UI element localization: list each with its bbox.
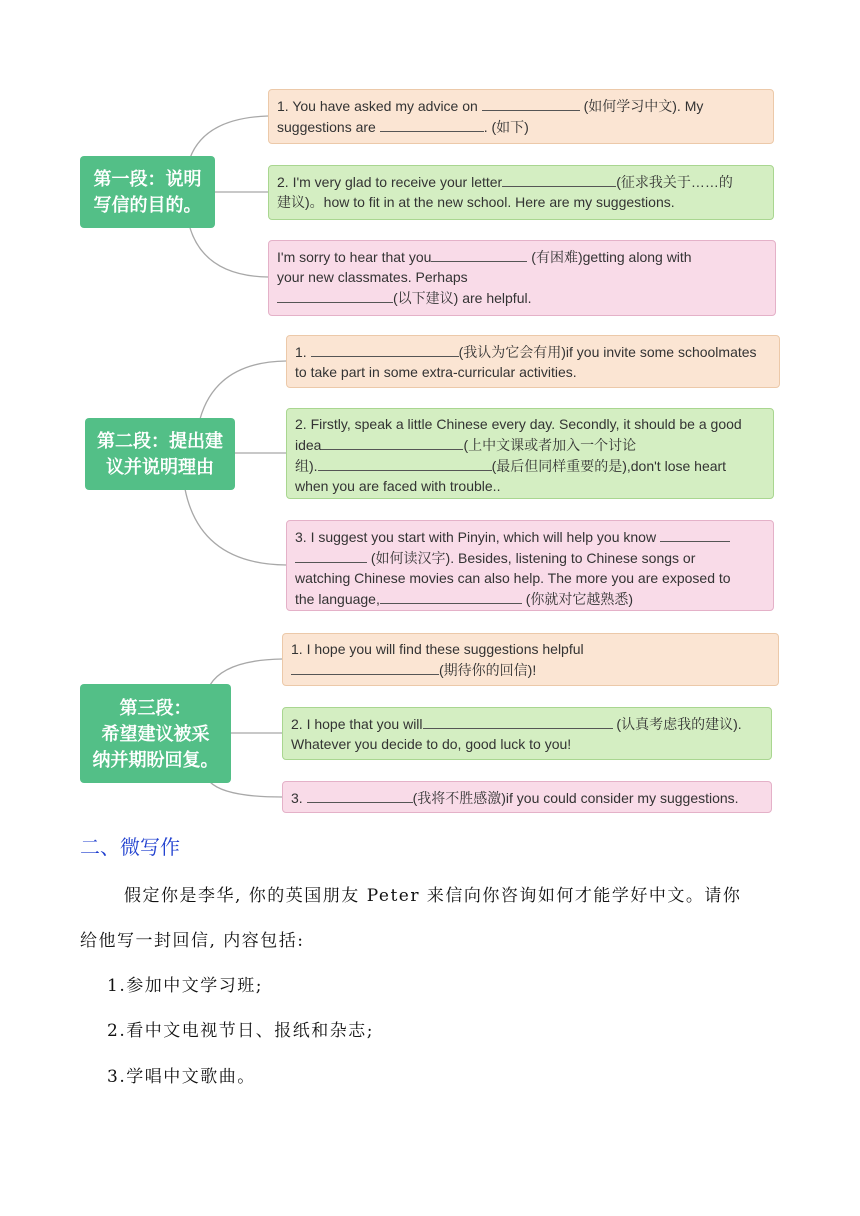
section-2-item-1 — [286, 335, 780, 388]
section-3-node-line-3: 纳并期盼回复。 — [92, 749, 219, 770]
blank — [307, 787, 413, 803]
text: idea — [295, 437, 322, 453]
text: 3. I suggest you start with Pinyin, which will help you know — [295, 529, 660, 545]
section-2-item-3 — [286, 520, 774, 611]
section-2-item-2 — [286, 408, 774, 499]
section-1-node-line-2: 写信的目的。 — [93, 195, 202, 215]
text: (上中文课或者加入一个讨论 — [463, 437, 637, 453]
text: 2. Firstly, speak a little Chinese every day. Secondly, it should be a good — [295, 416, 742, 432]
text: 1. I hope you will find these suggestions helpful — [291, 641, 584, 657]
section-2-node-line-1: 第二段：提出建 — [97, 431, 223, 451]
section-1-item-3 — [268, 240, 776, 316]
blank — [321, 434, 463, 450]
section-1-item-1 — [268, 89, 774, 144]
blank — [502, 171, 616, 187]
text: 1. You have asked my advice on — [277, 98, 482, 114]
text: to take part in some extra-curricular activities. — [295, 364, 577, 380]
writing-point-3: 3.学唱中文歌曲。 — [107, 1067, 256, 1087]
text: (以下建议) are helpful. — [393, 290, 532, 306]
text: (我认为它会有用)if you invite some schoolmates — [458, 344, 757, 360]
text: (如何学习中文). My — [579, 98, 704, 114]
text: 3. — [291, 790, 307, 806]
blank — [423, 713, 613, 729]
text: . (如下) — [483, 119, 529, 135]
text: when you are faced with trouble.. — [295, 478, 501, 494]
text: (最后但同样重要的是),don't lose heart — [491, 458, 727, 474]
text: suggestions are — [277, 119, 380, 135]
section-3-item-3 — [282, 781, 772, 813]
section-1-node — [80, 156, 215, 228]
section-3-node — [80, 684, 231, 783]
blank — [295, 547, 367, 563]
text: (有困难)getting along with — [527, 249, 692, 265]
text: 1. — [295, 344, 311, 360]
writing-point-2: 2.看中文电视节日、报纸和杂志; — [107, 1021, 374, 1041]
text: watching Chinese movies can also help. The more you are exposed to — [295, 570, 731, 586]
section-1-node-line-1: 第一段：说明 — [93, 169, 202, 189]
text: 建议)。how to fit in at the new school. Here are my suggestions. — [277, 194, 675, 210]
blank — [291, 659, 439, 675]
text: (征求我关于……的 — [616, 174, 733, 190]
text: (认真考虑我的建议). — [612, 716, 742, 732]
blank — [318, 455, 492, 471]
text: (你就对它越熟悉) — [521, 591, 634, 607]
section-3-item-1 — [282, 633, 779, 686]
text: I'm sorry to hear that you — [277, 249, 432, 265]
section-3-node-line-1: 第三段： — [119, 697, 192, 718]
blank — [660, 526, 730, 542]
text: (我将不胜感激)if you could consider my suggestions. — [412, 790, 739, 806]
section-2-node-line-2: 议并说明理由 — [106, 457, 214, 477]
blank — [311, 341, 459, 357]
section-3-item-2 — [282, 707, 772, 760]
text: (期待你的回信)! — [439, 662, 537, 678]
text: your new classmates. Perhaps — [277, 269, 468, 285]
blank — [431, 246, 527, 262]
section-2-node — [85, 418, 235, 490]
text: 2. I'm very glad to receive your letter — [277, 174, 503, 190]
writing-prompt-line-2: 给他写一封回信, 内容包括: — [80, 931, 305, 951]
text: 2. I hope that you will — [291, 716, 423, 732]
section-3-node-line-2: 希望建议被采 — [101, 723, 210, 744]
writing-prompt-line-1: 假定你是李华, 你的英国朋友 Peter 来信向你咨询如何才能学好中文。请你 — [124, 886, 742, 906]
section-1-item-2 — [268, 165, 774, 220]
blank — [380, 116, 484, 132]
text: (如何读汉字). Besides, listening to Chinese songs or — [367, 550, 696, 566]
writing-point-1: 1.参加中文学习班; — [107, 976, 263, 996]
text: 组). — [295, 458, 318, 474]
blank — [380, 588, 522, 604]
text: Whatever you decide to do, good luck to you! — [291, 736, 572, 752]
text: the language, — [295, 591, 380, 607]
blank — [277, 287, 393, 303]
writing-section-title: 二、微写作 — [80, 837, 180, 859]
blank — [482, 95, 580, 111]
